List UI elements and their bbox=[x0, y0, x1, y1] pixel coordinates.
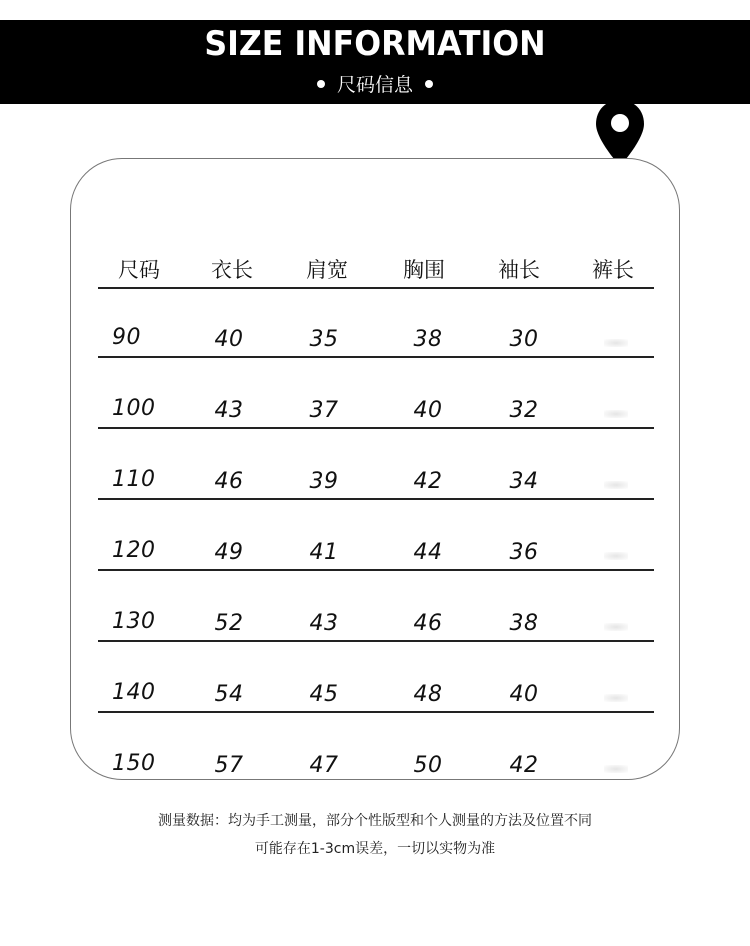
header-banner bbox=[0, 20, 750, 104]
cell-shoulder: 39 bbox=[309, 469, 339, 494]
header-length: 衣长 bbox=[211, 258, 253, 282]
header-chest: 胸围 bbox=[403, 258, 445, 282]
cell-size: 140 bbox=[112, 680, 156, 705]
header-size: 尺码 bbox=[118, 258, 160, 282]
cell-size: 100 bbox=[112, 396, 156, 421]
cell-length: 57 bbox=[214, 753, 244, 778]
cell-sleeve: 34 bbox=[509, 469, 539, 494]
banner-title: SIZE INFORMATION bbox=[204, 24, 546, 64]
cell-sleeve: 40 bbox=[509, 682, 539, 707]
cell-size: 150 bbox=[112, 751, 156, 776]
banner-subtitle: 尺码信息 bbox=[336, 74, 413, 96]
measurement-note-line2: 可能存在1-3cm误差，一切以实物为准 bbox=[254, 841, 496, 857]
cell-shoulder: 37 bbox=[309, 398, 339, 423]
cell-shoulder: 41 bbox=[309, 540, 339, 565]
pants-smudge bbox=[604, 694, 628, 702]
row-divider bbox=[98, 427, 654, 429]
cell-chest: 40 bbox=[413, 398, 443, 423]
cell-shoulder: 47 bbox=[309, 753, 339, 778]
measurement-note-line1: 测量数据：均为手工测量，部分个性版型和个人测量的方法及位置不同 bbox=[158, 813, 592, 829]
bullet-dot-icon bbox=[317, 80, 325, 88]
cell-chest: 48 bbox=[413, 682, 443, 707]
cell-chest: 38 bbox=[413, 327, 443, 352]
cell-chest: 44 bbox=[413, 540, 443, 565]
row-divider bbox=[98, 498, 654, 500]
pants-smudge bbox=[604, 410, 628, 418]
cell-sleeve: 36 bbox=[509, 540, 539, 565]
cell-shoulder: 35 bbox=[309, 327, 339, 352]
header-shoulder: 肩宽 bbox=[306, 258, 348, 282]
row-divider bbox=[98, 569, 654, 571]
cell-size: 90 bbox=[112, 325, 141, 350]
cell-length: 40 bbox=[214, 327, 244, 352]
cell-sleeve: 30 bbox=[509, 327, 539, 352]
pants-smudge bbox=[604, 339, 628, 347]
header-pants: 裤长 bbox=[592, 258, 634, 282]
pants-smudge bbox=[604, 765, 628, 773]
cell-length: 43 bbox=[214, 398, 244, 423]
pants-smudge bbox=[604, 623, 628, 631]
cell-sleeve: 38 bbox=[509, 611, 539, 636]
cell-length: 52 bbox=[214, 611, 244, 636]
row-divider bbox=[98, 356, 654, 358]
row-divider bbox=[98, 711, 654, 713]
bullet-dot-icon bbox=[425, 80, 433, 88]
banner-subtitle-row bbox=[0, 70, 750, 97]
cell-chest: 42 bbox=[413, 469, 443, 494]
cell-chest: 50 bbox=[413, 753, 443, 778]
cell-length: 46 bbox=[214, 469, 244, 494]
pants-smudge bbox=[604, 481, 628, 489]
cell-shoulder: 43 bbox=[309, 611, 339, 636]
row-divider bbox=[98, 640, 654, 642]
cell-size: 120 bbox=[112, 538, 156, 563]
cell-size: 110 bbox=[112, 467, 156, 492]
cell-size: 130 bbox=[112, 609, 156, 634]
cell-sleeve: 32 bbox=[509, 398, 539, 423]
cell-shoulder: 45 bbox=[309, 682, 339, 707]
pants-smudge bbox=[604, 552, 628, 560]
header-divider bbox=[98, 287, 654, 289]
cell-sleeve: 42 bbox=[509, 753, 539, 778]
cell-chest: 46 bbox=[413, 611, 443, 636]
header-sleeve: 袖长 bbox=[498, 258, 540, 282]
cell-length: 49 bbox=[214, 540, 244, 565]
cell-length: 54 bbox=[214, 682, 244, 707]
